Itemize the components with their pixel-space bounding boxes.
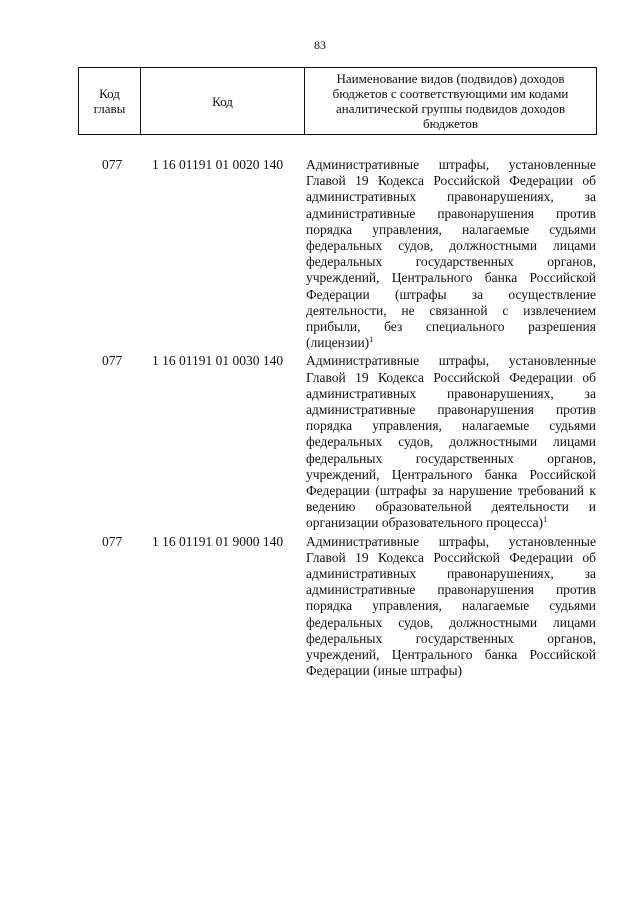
income-code: 1 16 01191 01 9000 140 xyxy=(152,533,284,549)
header-name: Наименование видов (подвидов) доходов бюджетов с соответствующими им кодами аналитической группы подвидов доходов бюджетов xyxy=(305,68,597,135)
description-text: Административные штрафы, установленные Главой 19 Кодекса Российской Федерации об административных правонарушениях, за административные правонарушения против порядка управления, налагаемые судьями федеральных судов, должностными лицами федеральных государственных органов, учреждений, Центрального банка Российской Федерации (штрафы за осуществление деятельности, не связанной с извлечением прибыли, без специального разрешения (лицензии) xyxy=(306,157,596,351)
description-text: Административные штрафы, установленные Главой 19 Кодекса Российской Федерации об административных правонарушениях, за административные правонарушения против порядка управления, налагаемые судьями федеральных судов, должностными лицами федеральных государственных органов, учреждений, Центрального банка Российской Федерации (иные штрафы) xyxy=(306,533,596,679)
table-row xyxy=(78,353,596,531)
table-row xyxy=(78,534,596,680)
chapter-code: 077 xyxy=(102,353,123,369)
income-code: 1 16 01191 01 0020 140 xyxy=(152,157,284,172)
income-description xyxy=(306,157,596,351)
footnote-mark: 1 xyxy=(369,335,374,345)
header-code: Код xyxy=(141,68,305,135)
description-text: Административные штрафы, установленные Главой 19 Кодекса Российской Федерации об административных правонарушениях, за административные правонарушения против порядка управления, налагаемые судьями федеральных судов, должностными лицами федеральных государственных органов, учреждений, Центрального банка Российской Федерации (штрафы за нарушение требований к ведению образовательной деятельности и организации образовательного процесса) xyxy=(306,353,596,531)
header-chapter-code: Код главы xyxy=(79,68,141,135)
entries-list xyxy=(78,157,596,682)
chapter-code: 077 xyxy=(102,157,123,172)
table-header xyxy=(78,67,597,135)
chapter-code: 077 xyxy=(102,533,123,549)
income-code: 1 16 01191 01 0030 140 xyxy=(152,353,284,369)
income-description xyxy=(306,353,596,531)
footnote-mark: 1 xyxy=(543,515,548,525)
income-description xyxy=(306,534,596,680)
table-row xyxy=(78,157,596,351)
page-number: 83 xyxy=(314,38,326,52)
